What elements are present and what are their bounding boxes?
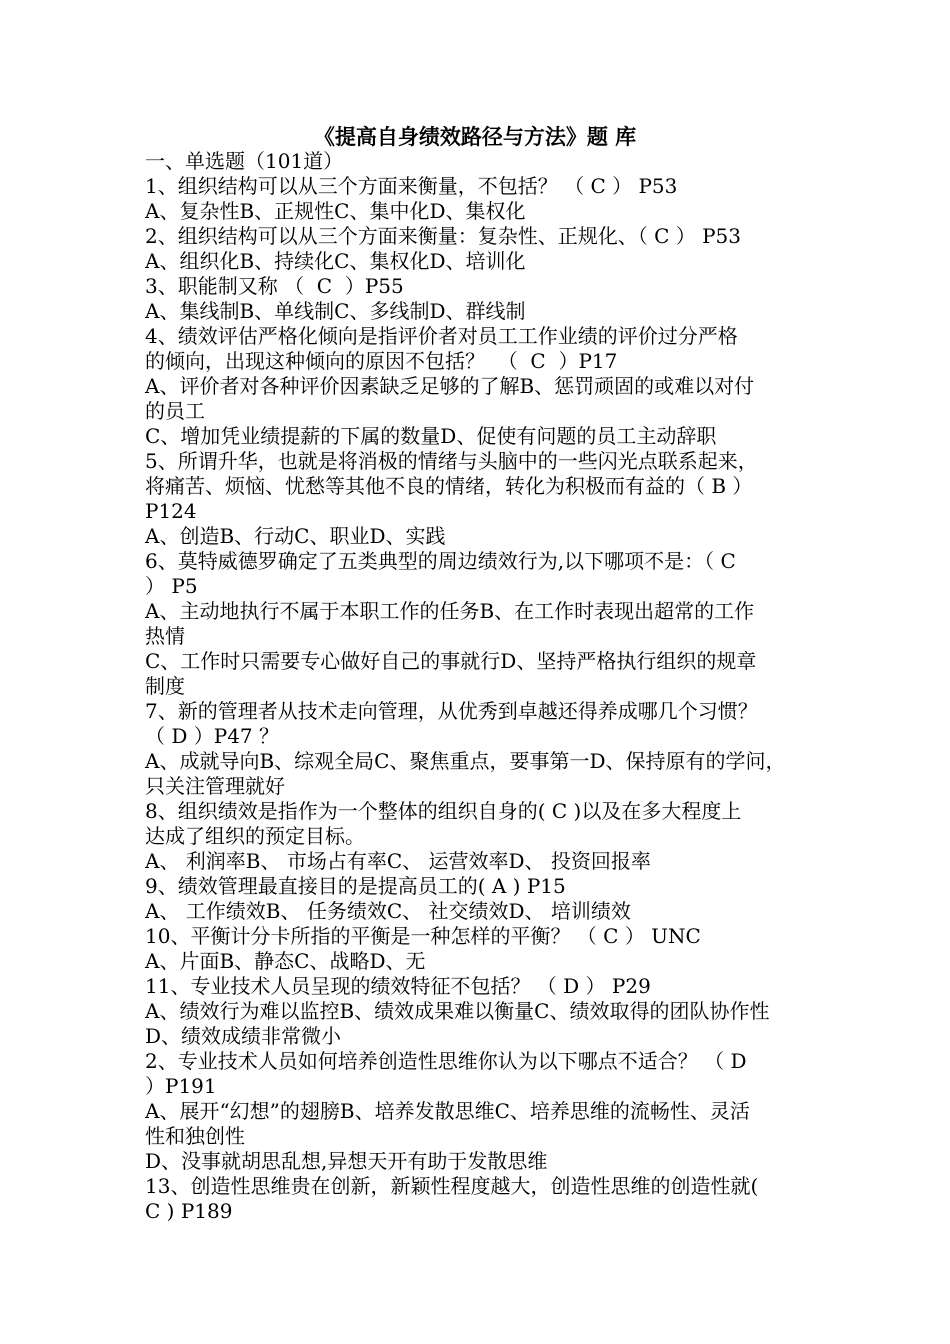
text-line: A、片面B、静态C、战略D、无 bbox=[145, 949, 426, 973]
text-line: P124 bbox=[145, 499, 197, 523]
text-line: 性和独创性 bbox=[145, 1124, 245, 1148]
text-line: 3、职能制又称 （ C ）P55 bbox=[145, 274, 404, 298]
text-line: A、主动地执行不属于本职工作的任务B、在工作时表现出超常的工作 bbox=[145, 599, 755, 623]
text-line: 的员工 bbox=[145, 399, 205, 423]
text-line: A、 工作绩效B、 任务绩效C、 社交绩效D、 培训绩效 bbox=[145, 899, 631, 923]
text-line: 13、创造性思维贵在创新，新颖性程度越大，创造性思维的创造性就( bbox=[145, 1174, 759, 1198]
text-line: 2、专业技术人员如何培养创造性思维你认为以下哪点不适合？ （ D bbox=[145, 1049, 747, 1073]
text-line: 一、单选题（101道） bbox=[145, 149, 344, 173]
text-line: 热情 bbox=[145, 624, 185, 648]
document-body bbox=[145, 149, 815, 1224]
text-line: 10、平衡计分卡所指的平衡是一种怎样的平衡？ （ C ） UNC bbox=[145, 924, 701, 948]
text-line: A、绩效行为难以监控B、绩效成果难以衡量C、绩效取得的团队协作性 bbox=[145, 999, 770, 1023]
text-line: A、集线制B、单线制C、多线制D、群线制 bbox=[145, 299, 526, 323]
text-line: （ D ）P47 ？ bbox=[145, 724, 280, 748]
text-line: 只关注管理就好 bbox=[145, 774, 285, 798]
text-line: C、增加凭业绩提薪的下属的数量D、促使有问题的员工主动辞职 bbox=[145, 424, 717, 448]
text-line: A、组织化B、持续化C、集权化D、培训化 bbox=[145, 249, 526, 273]
text-line: A、复杂性B、正规性C、集中化D、集权化 bbox=[145, 199, 526, 223]
text-line: A、评价者对各种评价因素缺乏足够的了解B、惩罚顽固的或难以对付 bbox=[145, 374, 755, 398]
text-line: 5、所谓升华，也就是将消极的情绪与头脑中的一些闪光点联系起来， bbox=[145, 449, 758, 473]
text-line: 7、新的管理者从技术走向管理，从优秀到卓越还得养成哪几个习惯？ bbox=[145, 699, 758, 723]
text-line: A、成就导向B、综观全局C、聚焦重点，要事第一D、保持原有的学问， bbox=[145, 749, 786, 773]
document-title: 《提高自身绩效路径与方法》题 库 bbox=[313, 124, 637, 149]
text-line: 9、绩效管理最直接目的是提高员工的( A ) P15 bbox=[145, 874, 566, 898]
text-line: 将痛苦、烦恼、忧愁等其他不良的情绪，转化为积极而有益的（ B ） bbox=[145, 474, 753, 498]
text-line: 的倾向，出现这种倾向的原因不包括？ （ C ）P17 bbox=[145, 349, 618, 373]
text-line: ） P5 bbox=[145, 574, 198, 598]
text-line: 达成了组织的预定目标。 bbox=[145, 824, 365, 848]
text-line: C、工作时只需要专心做好自己的事就行D、坚持严格执行组织的规章 bbox=[145, 649, 757, 673]
text-line: 制度 bbox=[145, 674, 185, 698]
text-line: 4、绩效评估严格化倾向是指评价者对员工工作业绩的评价过分严格 bbox=[145, 324, 738, 348]
text-line: A、 利润率B、 市场占有率C、 运营效率D、 投资回报率 bbox=[145, 849, 651, 873]
text-line: D、没事就胡思乱想,异想天开有助于发散思维 bbox=[145, 1149, 548, 1173]
text-line: A、展开“幻想”的翅膀B、培养发散思维C、培养思维的流畅性、灵活 bbox=[145, 1099, 750, 1123]
text-line: 11、专业技术人员呈现的绩效特征不包括？ （ D ） P29 bbox=[145, 974, 651, 998]
text-line: 1、组织结构可以从三个方面来衡量，不包括？ （ C ） P53 bbox=[145, 174, 678, 198]
text-line: A、创造B、行动C、职业D、实践 bbox=[145, 524, 446, 548]
text-line: 6、莫特威德罗确定了五类典型的周边绩效行为,以下哪项不是：（ C bbox=[145, 549, 736, 573]
text-line: ）P191 bbox=[145, 1074, 217, 1098]
text-line: D、绩效成绩非常微小 bbox=[145, 1024, 342, 1048]
text-line: 2、组织结构可以从三个方面来衡量：复杂性、正规化、（ C ） P53 bbox=[145, 224, 742, 248]
text-line: 8、组织绩效是指作为一个整体的组织自身的( C )以及在多大程度上 bbox=[145, 799, 742, 823]
text-line: C ) P189 bbox=[145, 1199, 233, 1223]
